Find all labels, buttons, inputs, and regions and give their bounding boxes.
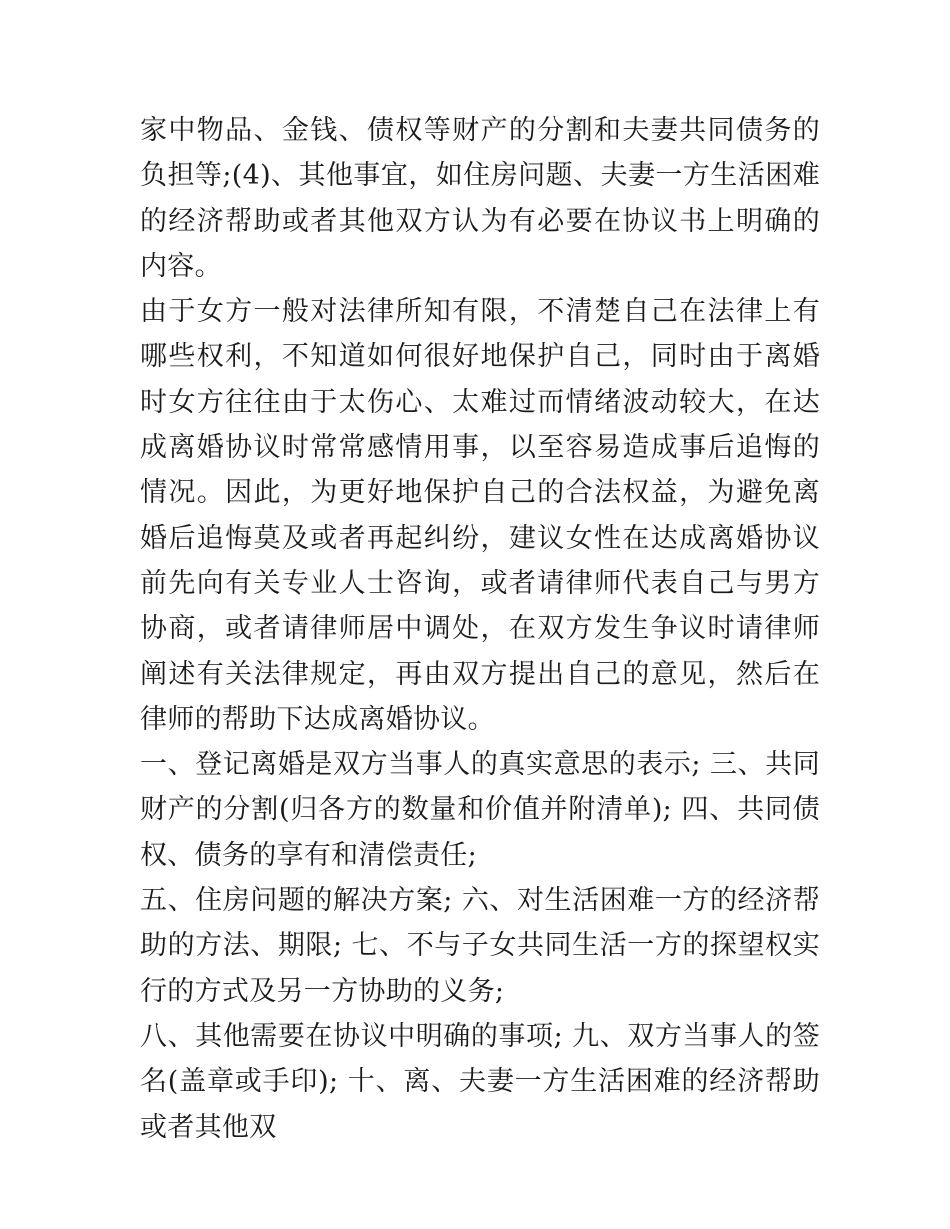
- paragraph-property-division: 家中物品、金钱、债权等财产的分割和夫妻共同债务的负担等;(4)、其他事宜，如住房问题、夫妻一方生活困难的经济帮助或者其他双方认为有必要在协议书上明确的内容。: [140, 115, 820, 282]
- paragraph-agreement-items-3: 八、其他需要在协议中明确的事项; 九、双方当事人的签名(盖章或手印); 十、离、夫妻一方生活困难的经济帮助或者其他双: [140, 1020, 820, 1143]
- document-body: [140, 108, 820, 1150]
- paragraph-agreement-items-2: 五、住房问题的解决方案; 六、对生活困难一方的经济帮助的方法、期限; 七、不与子女共同生活一方的探望权实行的方式及另一方协助的义务;: [140, 885, 820, 1007]
- paragraph-agreement-items-1: 一、登记离婚是双方当事人的真实意思的表示; 三、共同财产的分割(归各方的数量和价值并附清单); 四、共同债权、债务的享有和清偿责任;: [140, 749, 820, 871]
- paragraph-legal-advice: 由于女方一般对法律所知有限，不清楚自己在法律上有哪些权利，不知道如何很好地保护自己，同时由于离婚时女方往往由于太伤心、太难过而情绪波动较大，在达成离婚协议时常常感情用事，以至容易造成事后追悔的情况。因此，为更好地保护自己的合法权益，为避免离婚后追悔莫及或者再起纠纷，建议女性在达成离婚协议前先向有关专业人士咨询，或者请律师代表自己与男方协商，或者请律师居中调处，在双方发生争议时请律师阐述有关法律规定，再由双方提出自己的意见，然后在律师的帮助下达成离婚协议。: [140, 296, 820, 735]
